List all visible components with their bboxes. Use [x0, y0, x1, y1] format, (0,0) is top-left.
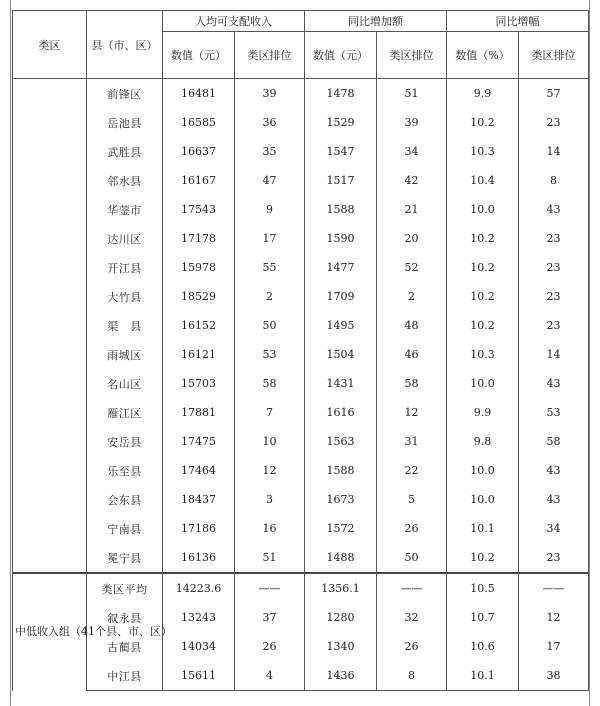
income-rank-cell: 39	[235, 79, 305, 109]
increase-rank-cell: 22	[377, 456, 447, 485]
header-growth-rank: 类区排位	[519, 32, 589, 79]
growth-rank-cell: 43	[519, 485, 589, 514]
income-rank-cell: 2	[235, 282, 305, 311]
growth-rank-cell: 58	[519, 427, 589, 456]
header-income-value: 数值（元）	[163, 32, 235, 79]
increase-rank-cell: 8	[377, 661, 447, 691]
county-cell: 邻水县	[87, 166, 163, 195]
increase-value-cell: 1547	[305, 137, 377, 166]
header-increase-value: 数值（元）	[305, 32, 377, 79]
growth-value-cell: 10.2	[447, 253, 519, 282]
income-value-cell: 16136	[163, 543, 235, 573]
header-increase-rank: 类区排位	[377, 32, 447, 79]
table-row	[13, 253, 589, 282]
table-row	[13, 108, 589, 137]
growth-rank-cell: 57	[519, 79, 589, 109]
income-value-cell: 16152	[163, 311, 235, 340]
growth-value-cell: 10.4	[447, 166, 519, 195]
increase-rank-cell: 39	[377, 108, 447, 137]
income-value-cell: 16481	[163, 79, 235, 109]
growth-value-cell: 10.7	[447, 603, 519, 632]
increase-rank-cell: 21	[377, 195, 447, 224]
increase-value-cell: 1517	[305, 166, 377, 195]
income-value-cell: 17881	[163, 398, 235, 427]
increase-rank-cell: 2	[377, 282, 447, 311]
increase-rank-cell: 46	[377, 340, 447, 369]
growth-rank-cell: 23	[519, 311, 589, 340]
growth-rank-cell: 12	[519, 603, 589, 632]
income-rank-cell: 50	[235, 311, 305, 340]
increase-rank-cell: 32	[377, 603, 447, 632]
increase-value-cell: 1495	[305, 311, 377, 340]
growth-value-cell: 10.0	[447, 485, 519, 514]
increase-value-cell: 1673	[305, 485, 377, 514]
table-row	[13, 369, 589, 398]
county-cell: 华蓥市	[87, 195, 163, 224]
table-row	[13, 311, 589, 340]
county-cell: 安岳县	[87, 427, 163, 456]
income-rank-cell: 55	[235, 253, 305, 282]
increase-rank-cell: 50	[377, 543, 447, 573]
growth-rank-cell: 23	[519, 282, 589, 311]
increase-rank-cell: 31	[377, 427, 447, 456]
county-cell: 古蔺县	[87, 632, 163, 661]
income-value-cell: 17543	[163, 195, 235, 224]
growth-value-cell: 10.3	[447, 137, 519, 166]
income-value-cell: 15978	[163, 253, 235, 282]
category-cell	[13, 79, 87, 574]
income-value-cell: 17475	[163, 427, 235, 456]
increase-rank-cell: 26	[377, 632, 447, 661]
county-cell: 名山区	[87, 369, 163, 398]
increase-rank-cell: 42	[377, 166, 447, 195]
growth-value-cell: 9.8	[447, 427, 519, 456]
header-category: 类区	[13, 11, 87, 79]
increase-value-cell: 1563	[305, 427, 377, 456]
growth-rank-cell: 53	[519, 398, 589, 427]
increase-rank-cell: 20	[377, 224, 447, 253]
header-growth-value: 数值（%）	[447, 32, 519, 79]
table-body-group1	[13, 79, 589, 574]
county-cell: 雁江区	[87, 398, 163, 427]
county-cell: 前锋区	[87, 79, 163, 109]
income-value-cell: 18529	[163, 282, 235, 311]
increase-value-cell: 1588	[305, 195, 377, 224]
increase-value-cell: 1431	[305, 369, 377, 398]
increase-rank-cell: 34	[377, 137, 447, 166]
county-cell: 武胜县	[87, 137, 163, 166]
growth-rank-cell: 17	[519, 632, 589, 661]
table-row	[13, 427, 589, 456]
growth-rank-cell: 14	[519, 137, 589, 166]
table-row	[13, 137, 589, 166]
income-rank-cell: 16	[235, 514, 305, 543]
table-row	[13, 282, 589, 311]
table-row	[13, 166, 589, 195]
income-value-cell: 16167	[163, 166, 235, 195]
header-income-rank: 类区排位	[235, 32, 305, 79]
income-value-cell: 16121	[163, 340, 235, 369]
growth-rank-cell: 8	[519, 166, 589, 195]
category-cell: 中低收入组（41个县、市、区）	[13, 573, 87, 691]
header-group-growth: 同比增幅	[447, 11, 589, 32]
increase-value-cell: 1478	[305, 79, 377, 109]
income-rank-cell: 10	[235, 427, 305, 456]
growth-value-cell: 10.0	[447, 369, 519, 398]
income-rank-cell: 3	[235, 485, 305, 514]
table-row	[13, 456, 589, 485]
income-value-cell: 16637	[163, 137, 235, 166]
income-rank-cell: 7	[235, 398, 305, 427]
increase-value-cell: 1529	[305, 108, 377, 137]
table-row	[13, 340, 589, 369]
income-rank-cell: 37	[235, 603, 305, 632]
income-rank-cell: 26	[235, 632, 305, 661]
income-rank-cell: 51	[235, 543, 305, 573]
table-row	[13, 398, 589, 427]
growth-value-cell: 10.1	[447, 661, 519, 691]
growth-value-cell: 10.2	[447, 311, 519, 340]
table-body-group2	[13, 573, 589, 691]
increase-rank-cell: 26	[377, 514, 447, 543]
increase-rank-cell: 58	[377, 369, 447, 398]
growth-rank-cell: 23	[519, 543, 589, 573]
income-value-cell: 15703	[163, 369, 235, 398]
income-value-cell: 17464	[163, 456, 235, 485]
income-rank-cell: 12	[235, 456, 305, 485]
header-group-increase: 同比增加额	[305, 11, 447, 32]
county-cell: 宁南县	[87, 514, 163, 543]
table-row	[13, 543, 589, 573]
increase-value-cell: 1616	[305, 398, 377, 427]
growth-value-cell: 10.0	[447, 195, 519, 224]
increase-value-cell: 1356.1	[305, 573, 377, 603]
income-value-cell: 17178	[163, 224, 235, 253]
table-row	[13, 79, 589, 109]
header-county: 县（市、区）	[87, 11, 163, 79]
growth-value-cell: 10.2	[447, 224, 519, 253]
income-rank-cell: 53	[235, 340, 305, 369]
income-value-cell: 17186	[163, 514, 235, 543]
table-row	[13, 573, 589, 603]
table-row	[13, 224, 589, 253]
growth-value-cell: 10.5	[447, 573, 519, 603]
county-cell: 岳池县	[87, 108, 163, 137]
growth-rank-cell: 23	[519, 224, 589, 253]
income-value-cell: 18437	[163, 485, 235, 514]
growth-rank-cell: 23	[519, 253, 589, 282]
table-row	[13, 514, 589, 543]
increase-rank-cell: 51	[377, 79, 447, 109]
increase-value-cell: 1280	[305, 603, 377, 632]
county-cell: 雨城区	[87, 340, 163, 369]
growth-rank-cell: ——	[519, 573, 589, 603]
income-rank-cell: 4	[235, 661, 305, 691]
income-rank-cell: 58	[235, 369, 305, 398]
growth-rank-cell: 34	[519, 514, 589, 543]
county-cell: 会东县	[87, 485, 163, 514]
county-cell: 渠 县	[87, 311, 163, 340]
county-cell: 大竹县	[87, 282, 163, 311]
growth-value-cell: 10.3	[447, 340, 519, 369]
increase-rank-cell: 5	[377, 485, 447, 514]
growth-value-cell: 10.2	[447, 543, 519, 573]
increase-value-cell: 1340	[305, 632, 377, 661]
increase-rank-cell: 48	[377, 311, 447, 340]
county-cell: 叙永县	[87, 603, 163, 632]
income-value-cell: 13243	[163, 603, 235, 632]
increase-value-cell: 1504	[305, 340, 377, 369]
income-rank-cell: 36	[235, 108, 305, 137]
county-cell: 冕宁县	[87, 543, 163, 573]
increase-value-cell: 1590	[305, 224, 377, 253]
income-value-cell: 16585	[163, 108, 235, 137]
increase-value-cell: 1588	[305, 456, 377, 485]
increase-rank-cell: 52	[377, 253, 447, 282]
growth-value-cell: 10.6	[447, 632, 519, 661]
increase-value-cell: 1436	[305, 661, 377, 691]
income-value-cell: 14034	[163, 632, 235, 661]
growth-value-cell: 10.2	[447, 282, 519, 311]
income-value-cell: 15611	[163, 661, 235, 691]
growth-value-cell: 10.1	[447, 514, 519, 543]
growth-rank-cell: 23	[519, 108, 589, 137]
header-group-income: 人均可支配收入	[163, 11, 305, 32]
table-row	[13, 485, 589, 514]
growth-value-cell: 10.2	[447, 108, 519, 137]
county-cell: 达川区	[87, 224, 163, 253]
statistics-table	[12, 10, 589, 691]
increase-value-cell: 1488	[305, 543, 377, 573]
increase-value-cell: 1709	[305, 282, 377, 311]
table-row	[13, 661, 589, 691]
growth-rank-cell: 38	[519, 661, 589, 691]
growth-value-cell: 10.0	[447, 456, 519, 485]
increase-value-cell: 1572	[305, 514, 377, 543]
growth-value-cell: 9.9	[447, 398, 519, 427]
growth-rank-cell: 43	[519, 456, 589, 485]
income-rank-cell: 17	[235, 224, 305, 253]
income-value-cell: 14223.6	[163, 573, 235, 603]
income-rank-cell: 35	[235, 137, 305, 166]
county-cell: 乐至县	[87, 456, 163, 485]
growth-rank-cell: 43	[519, 369, 589, 398]
income-rank-cell: 47	[235, 166, 305, 195]
income-rank-cell: 9	[235, 195, 305, 224]
county-cell: 开江县	[87, 253, 163, 282]
county-cell: 中江县	[87, 661, 163, 691]
county-cell: 类区平均	[87, 573, 163, 603]
increase-value-cell: 1477	[305, 253, 377, 282]
growth-rank-cell: 43	[519, 195, 589, 224]
table-row	[13, 195, 589, 224]
growth-rank-cell: 14	[519, 340, 589, 369]
income-rank-cell: ——	[235, 573, 305, 603]
growth-value-cell: 9.9	[447, 79, 519, 109]
increase-rank-cell: ——	[377, 573, 447, 603]
increase-rank-cell: 12	[377, 398, 447, 427]
